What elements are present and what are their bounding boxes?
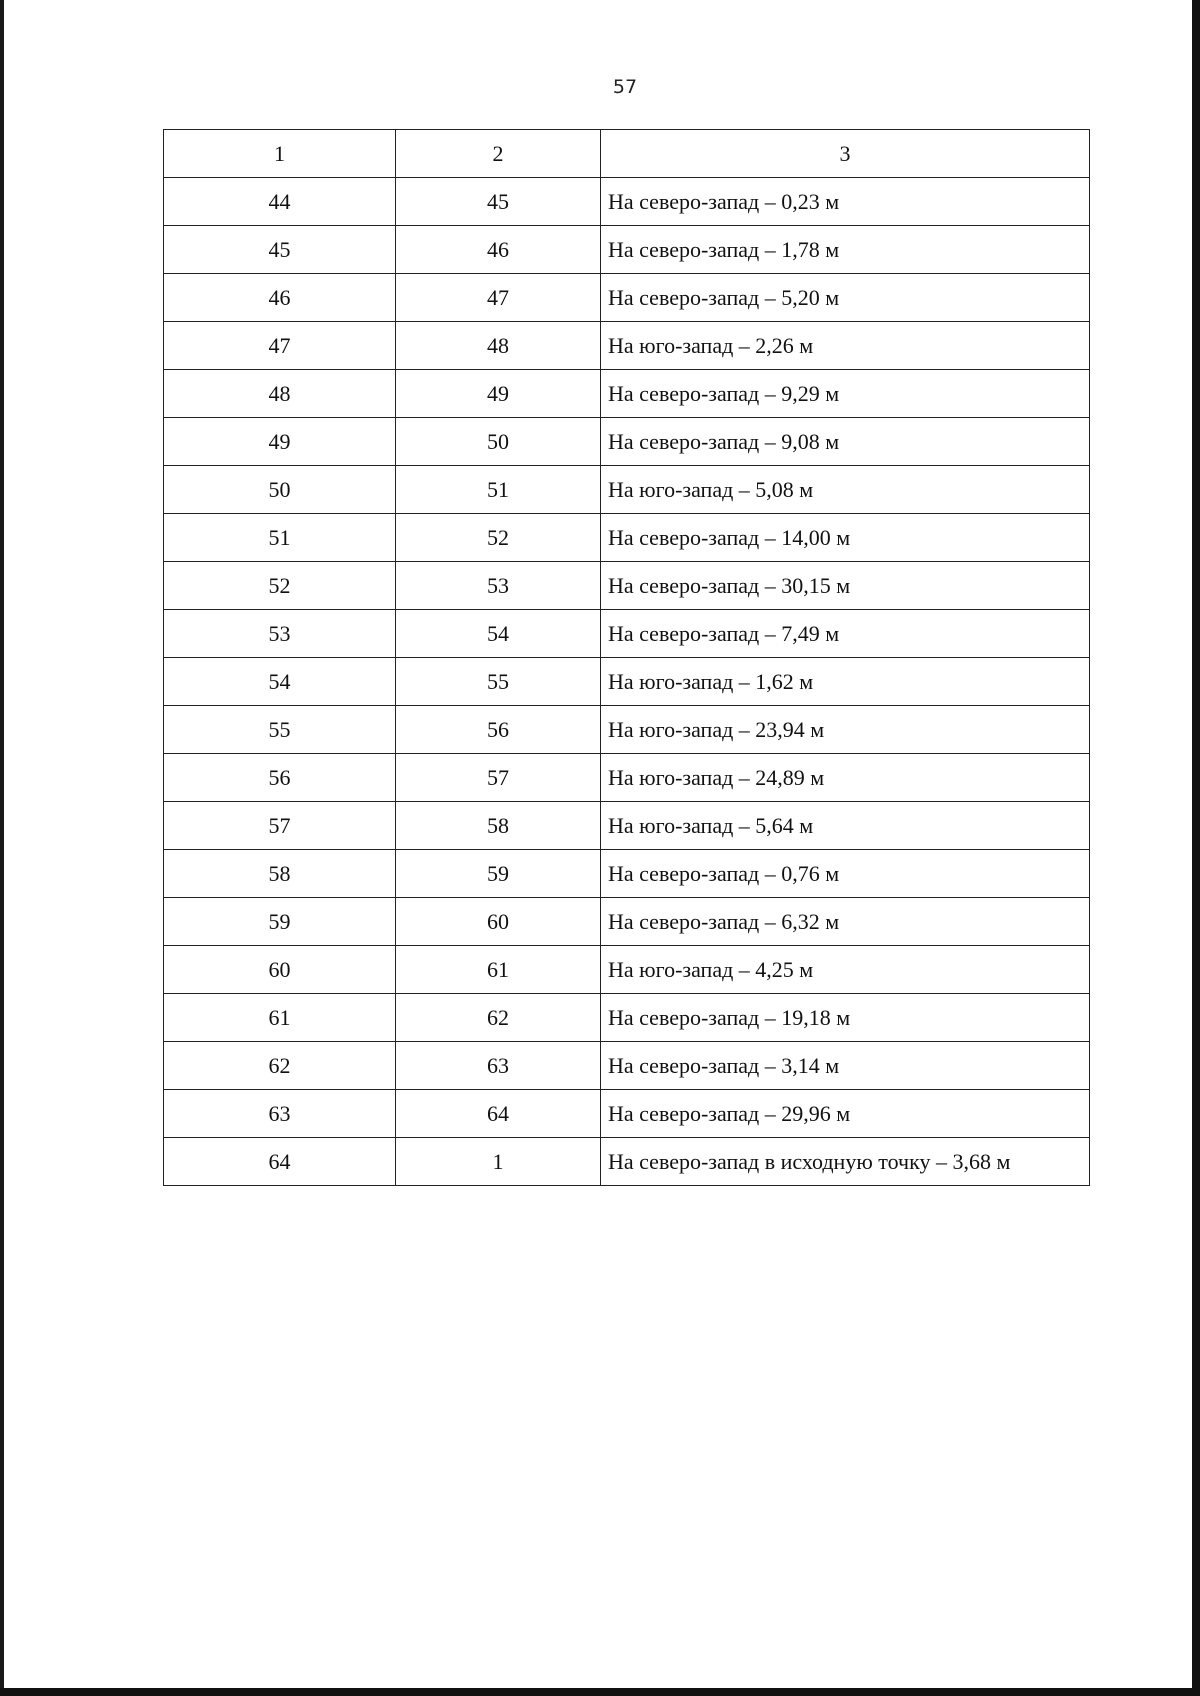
from-point-cell: 46 xyxy=(164,274,396,322)
from-point-cell: 51 xyxy=(164,514,396,562)
table-row xyxy=(164,658,1090,706)
table-row xyxy=(164,754,1090,802)
from-point-cell: 62 xyxy=(164,1042,396,1090)
direction-distance-cell: На северо-запад в исходную точку – 3,68 м xyxy=(601,1138,1090,1186)
direction-distance-cell: На северо-запад – 6,32 м xyxy=(601,898,1090,946)
to-point-cell: 51 xyxy=(396,466,601,514)
from-point-cell: 58 xyxy=(164,850,396,898)
from-point-cell: 53 xyxy=(164,610,396,658)
direction-distance-cell: На юго-запад – 5,08 м xyxy=(601,466,1090,514)
direction-distance-cell: На северо-запад – 30,15 м xyxy=(601,562,1090,610)
to-point-cell: 64 xyxy=(396,1090,601,1138)
to-point-cell: 59 xyxy=(396,850,601,898)
to-point-cell: 55 xyxy=(396,658,601,706)
table-row xyxy=(164,1090,1090,1138)
table-row xyxy=(164,610,1090,658)
direction-distance-cell: На юго-запад – 4,25 м xyxy=(601,946,1090,994)
from-point-cell: 55 xyxy=(164,706,396,754)
header-cell-1: 1 xyxy=(164,130,396,178)
table-row xyxy=(164,226,1090,274)
table-row xyxy=(164,946,1090,994)
direction-distance-cell: На северо-запад – 7,49 м xyxy=(601,610,1090,658)
page-number: 57 xyxy=(612,76,638,98)
from-point-cell: 52 xyxy=(164,562,396,610)
table-row xyxy=(164,850,1090,898)
table-row xyxy=(164,274,1090,322)
to-point-cell: 1 xyxy=(396,1138,601,1186)
to-point-cell: 46 xyxy=(396,226,601,274)
direction-distance-cell: На северо-запад – 3,14 м xyxy=(601,1042,1090,1090)
to-point-cell: 58 xyxy=(396,802,601,850)
direction-distance-cell: На северо-запад – 1,78 м xyxy=(601,226,1090,274)
direction-distance-cell: На юго-запад – 2,26 м xyxy=(601,322,1090,370)
to-point-cell: 61 xyxy=(396,946,601,994)
scan-edge-bottom xyxy=(0,1688,1200,1696)
direction-distance-cell: На северо-запад – 0,76 м xyxy=(601,850,1090,898)
to-point-cell: 47 xyxy=(396,274,601,322)
table-header-row xyxy=(164,130,1090,178)
from-point-cell: 54 xyxy=(164,658,396,706)
from-point-cell: 47 xyxy=(164,322,396,370)
boundary-table xyxy=(163,129,1090,1186)
header-cell-2: 2 xyxy=(396,130,601,178)
from-point-cell: 49 xyxy=(164,418,396,466)
from-point-cell: 57 xyxy=(164,802,396,850)
header-cell-3: 3 xyxy=(601,130,1090,178)
from-point-cell: 59 xyxy=(164,898,396,946)
to-point-cell: 63 xyxy=(396,1042,601,1090)
direction-distance-cell: На северо-запад – 19,18 м xyxy=(601,994,1090,1042)
scan-edge-left xyxy=(0,0,4,1696)
direction-distance-cell: На северо-запад – 14,00 м xyxy=(601,514,1090,562)
to-point-cell: 53 xyxy=(396,562,601,610)
to-point-cell: 57 xyxy=(396,754,601,802)
table-row xyxy=(164,994,1090,1042)
table-body xyxy=(164,130,1090,1186)
to-point-cell: 49 xyxy=(396,370,601,418)
from-point-cell: 50 xyxy=(164,466,396,514)
from-point-cell: 60 xyxy=(164,946,396,994)
table-row xyxy=(164,466,1090,514)
table-row xyxy=(164,706,1090,754)
to-point-cell: 54 xyxy=(396,610,601,658)
direction-distance-cell: На северо-запад – 29,96 м xyxy=(601,1090,1090,1138)
table-row xyxy=(164,418,1090,466)
table-row xyxy=(164,322,1090,370)
direction-distance-cell: На северо-запад – 5,20 м xyxy=(601,274,1090,322)
table-row xyxy=(164,514,1090,562)
to-point-cell: 50 xyxy=(396,418,601,466)
table-row xyxy=(164,1138,1090,1186)
scan-edge-right xyxy=(1192,0,1200,1696)
to-point-cell: 52 xyxy=(396,514,601,562)
to-point-cell: 60 xyxy=(396,898,601,946)
direction-distance-cell: На юго-запад – 24,89 м xyxy=(601,754,1090,802)
from-point-cell: 61 xyxy=(164,994,396,1042)
from-point-cell: 56 xyxy=(164,754,396,802)
direction-distance-cell: На северо-запад – 0,23 м xyxy=(601,178,1090,226)
table-row xyxy=(164,802,1090,850)
from-point-cell: 48 xyxy=(164,370,396,418)
direction-distance-cell: На юго-запад – 23,94 м xyxy=(601,706,1090,754)
table-row xyxy=(164,370,1090,418)
from-point-cell: 63 xyxy=(164,1090,396,1138)
from-point-cell: 44 xyxy=(164,178,396,226)
table-row xyxy=(164,898,1090,946)
table-row xyxy=(164,178,1090,226)
direction-distance-cell: На юго-запад – 5,64 м xyxy=(601,802,1090,850)
direction-distance-cell: На северо-запад – 9,29 м xyxy=(601,370,1090,418)
direction-distance-cell: На северо-запад – 9,08 м xyxy=(601,418,1090,466)
table-row xyxy=(164,1042,1090,1090)
direction-distance-cell: На юго-запад – 1,62 м xyxy=(601,658,1090,706)
from-point-cell: 64 xyxy=(164,1138,396,1186)
to-point-cell: 48 xyxy=(396,322,601,370)
to-point-cell: 62 xyxy=(396,994,601,1042)
from-point-cell: 45 xyxy=(164,226,396,274)
to-point-cell: 45 xyxy=(396,178,601,226)
table-row xyxy=(164,562,1090,610)
to-point-cell: 56 xyxy=(396,706,601,754)
